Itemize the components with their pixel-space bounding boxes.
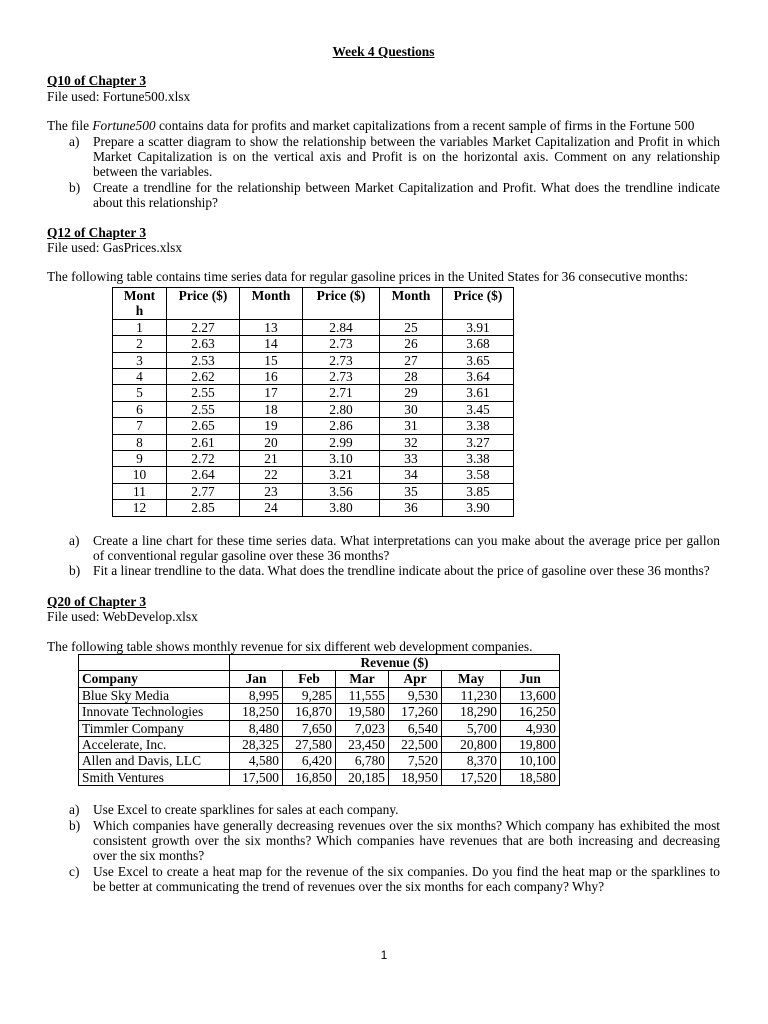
- table-cell: 2.86: [303, 418, 380, 434]
- page-number: 1: [380, 948, 388, 962]
- q10-intro-pre: The file: [47, 118, 93, 134]
- q12-intro: The following table contains time series data for regular gasoline prices in the United States for 36 consecutive months:: [47, 269, 689, 285]
- table-row: [113, 500, 514, 516]
- blank-header-cell: [79, 655, 230, 671]
- table-cell: 23: [240, 483, 303, 499]
- q10-file: File used: Fortune500.xlsx: [47, 88, 191, 104]
- table-cell: 13: [240, 319, 303, 335]
- column-header: Feb: [283, 671, 336, 687]
- q20-file: File used: WebDevelop.xlsx: [47, 609, 198, 625]
- table-cell: 5: [113, 385, 167, 401]
- table-cell: 10: [113, 467, 167, 483]
- table-cell: 12: [113, 500, 167, 516]
- table-row: [79, 687, 560, 703]
- table-cell: 34: [380, 467, 443, 483]
- list-item: [47, 134, 720, 180]
- column-header: Apr: [389, 671, 442, 687]
- revenue-cell: 17,260: [389, 704, 442, 720]
- table-row: [113, 418, 514, 434]
- table-cell: 3.38: [443, 418, 514, 434]
- revenue-cell: 13,600: [501, 687, 560, 703]
- table-cell: 2.53: [167, 352, 240, 368]
- table-cell: 7: [113, 418, 167, 434]
- table-cell: 16: [240, 368, 303, 384]
- q10-section: [47, 73, 720, 210]
- table-cell: 3.91: [443, 319, 514, 335]
- table-cell: 2.71: [303, 385, 380, 401]
- revenue-cell: 19,800: [501, 737, 560, 753]
- company-name-cell: Accelerate, Inc.: [79, 737, 230, 753]
- table-cell: 11: [113, 483, 167, 499]
- column-header: Price ($): [167, 287, 240, 319]
- table-cell: 3.56: [303, 483, 380, 499]
- revenue-cell: 10,100: [501, 753, 560, 769]
- document-page: [47, 44, 720, 895]
- table-cell: 2.73: [303, 352, 380, 368]
- item-marker: b): [69, 817, 81, 833]
- list-item: [47, 180, 720, 211]
- revenue-cell: 18,290: [442, 704, 501, 720]
- q12-heading: Q12 of Chapter 3: [47, 224, 147, 240]
- revenue-cell: 5,700: [442, 720, 501, 736]
- table-cell: 3.10: [303, 450, 380, 466]
- table-cell: 18: [240, 401, 303, 417]
- table-row: [79, 769, 560, 785]
- revenue-cell: 4,580: [230, 753, 283, 769]
- revenue-cell: 9,285: [283, 687, 336, 703]
- q10-heading: Q10 of Chapter 3: [47, 73, 147, 89]
- revenue-cell: 11,230: [442, 687, 501, 703]
- table-cell: 2.63: [167, 336, 240, 352]
- item-text: Which companies have generally decreasing revenues over the six months? Which company has exhibited the most consistent growth over the six months? Which companies have revenues that are both increasing and decreasing over the six months?: [93, 817, 720, 864]
- table-cell: 14: [240, 336, 303, 352]
- table-row: [113, 434, 514, 450]
- item-text: Prepare a scatter diagram to show the relationship between the variables Market Capitalization and Profit in which Market Capitalization is on the vertical axis and Profit is on the horizontal axis. Comment on any relationship between the variables.: [93, 133, 720, 180]
- column-header: Mar: [336, 671, 389, 687]
- table-row: [113, 483, 514, 499]
- table-cell: 3.90: [443, 500, 514, 516]
- table-cell: 3.64: [443, 368, 514, 384]
- table-cell: 2.77: [167, 483, 240, 499]
- table-cell: 2.64: [167, 467, 240, 483]
- revenue-cell: 20,800: [442, 737, 501, 753]
- revenue-cell: 9,530: [389, 687, 442, 703]
- revenue-cell: 8,480: [230, 720, 283, 736]
- table-cell: 2.27: [167, 319, 240, 335]
- revenue-cell: 6,780: [336, 753, 389, 769]
- table-cell: 25: [380, 319, 443, 335]
- item-text: Fit a linear trendline to the data. What does the trendline indicate about the price of gasoline over these 36 months?: [93, 563, 710, 579]
- table-cell: 4: [113, 368, 167, 384]
- table-cell: 30: [380, 401, 443, 417]
- q20-intro: The following table shows monthly revenue for six different web development companies.: [47, 638, 533, 654]
- q20-heading: Q20 of Chapter 3: [47, 593, 147, 609]
- table-cell: 2.73: [303, 368, 380, 384]
- table-header-row: [79, 655, 560, 671]
- q20-items: [47, 802, 720, 894]
- table-cell: 21: [240, 450, 303, 466]
- company-name-cell: Blue Sky Media: [79, 687, 230, 703]
- table-cell: 2: [113, 336, 167, 352]
- table-cell: 3: [113, 352, 167, 368]
- table-cell: 3.85: [443, 483, 514, 499]
- table-cell: 3.21: [303, 467, 380, 483]
- table-header-row: [113, 287, 514, 319]
- gas-prices-table: [112, 287, 514, 517]
- column-header: Company: [79, 671, 230, 687]
- table-cell: 2.55: [167, 401, 240, 417]
- table-cell: 20: [240, 434, 303, 450]
- q10-intro-file-name: Fortune500: [92, 118, 156, 134]
- revenue-cell: 7,650: [283, 720, 336, 736]
- table-cell: 6: [113, 401, 167, 417]
- table-row: [79, 720, 560, 736]
- table-cell: 28: [380, 368, 443, 384]
- table-cell: 15: [240, 352, 303, 368]
- table-cell: 3.45: [443, 401, 514, 417]
- revenue-cell: 16,850: [283, 769, 336, 785]
- company-name-cell: Allen and Davis, LLC: [79, 753, 230, 769]
- item-text: Create a line chart for these time series data. What interpretations can you make about the average price per gallon of conventional regular gasoline over these 36 months?: [93, 532, 720, 563]
- table-row: [113, 467, 514, 483]
- revenue-cell: 27,580: [283, 737, 336, 753]
- q12-items: [47, 533, 720, 579]
- table-cell: 31: [380, 418, 443, 434]
- column-header: Month: [380, 287, 443, 319]
- q10-intro-post: contains data for profits and market capitalizations from a recent sample of firms in the Fortune 500: [155, 118, 695, 134]
- table-cell: 3.80: [303, 500, 380, 516]
- item-text: Use Excel to create a heat map for the revenue of the six companies. Do you find the heat map or the sparklines to be better at communicating the trend of revenues over the six months for each company? Why?: [93, 863, 720, 895]
- item-marker: b): [69, 563, 81, 579]
- table-cell: 27: [380, 352, 443, 368]
- table-cell: 22: [240, 467, 303, 483]
- table-row: [113, 450, 514, 466]
- company-name-cell: Timmler Company: [79, 720, 230, 736]
- table-row: [113, 401, 514, 417]
- item-text: Use Excel to create sparklines for sales at each company.: [93, 802, 399, 818]
- table-cell: 24: [240, 500, 303, 516]
- column-header: Price ($): [443, 287, 514, 319]
- revenue-cell: 7,520: [389, 753, 442, 769]
- q12-section: [47, 225, 720, 579]
- table-row: [79, 704, 560, 720]
- table-cell: 3.65: [443, 352, 514, 368]
- table-cell: 2.72: [167, 450, 240, 466]
- table-cell: 32: [380, 434, 443, 450]
- revenue-cell: 4,930: [501, 720, 560, 736]
- item-marker: c): [69, 863, 80, 879]
- table-cell: 2.99: [303, 434, 380, 450]
- revenue-cell: 18,580: [501, 769, 560, 785]
- table-row: [113, 352, 514, 368]
- company-name-cell: Smith Ventures: [79, 769, 230, 785]
- table-cell: 9: [113, 450, 167, 466]
- table-cell: 2.84: [303, 319, 380, 335]
- list-item: [47, 818, 720, 864]
- revenue-cell: 7,023: [336, 720, 389, 736]
- revenue-cell: 16,870: [283, 704, 336, 720]
- revenue-cell: 16,250: [501, 704, 560, 720]
- table-row: [79, 737, 560, 753]
- revenue-group-header: Revenue ($): [230, 655, 560, 671]
- q20-section: [47, 594, 720, 895]
- revenue-cell: 8,995: [230, 687, 283, 703]
- list-item: [47, 864, 720, 895]
- table-cell: 2.85: [167, 500, 240, 516]
- column-header: Month: [240, 287, 303, 319]
- table-header-row: [79, 671, 560, 687]
- table-cell: 2.73: [303, 336, 380, 352]
- revenue-cell: 6,540: [389, 720, 442, 736]
- revenue-cell: 22,500: [389, 737, 442, 753]
- table-row: [113, 336, 514, 352]
- list-item: [47, 563, 720, 578]
- q10-intro: [47, 118, 720, 133]
- list-item: [47, 802, 720, 817]
- table-cell: 8: [113, 434, 167, 450]
- table-cell: 2.80: [303, 401, 380, 417]
- column-header: Price ($): [303, 287, 380, 319]
- item-marker: b): [69, 179, 81, 195]
- q10-items: [47, 134, 720, 211]
- table-cell: 36: [380, 500, 443, 516]
- column-header: May: [442, 671, 501, 687]
- column-header: Jan: [230, 671, 283, 687]
- column-header: Jun: [501, 671, 560, 687]
- table-cell: 3.58: [443, 467, 514, 483]
- revenue-cell: 8,370: [442, 753, 501, 769]
- table-cell: 3.38: [443, 450, 514, 466]
- table-cell: 2.55: [167, 385, 240, 401]
- revenue-cell: 28,325: [230, 737, 283, 753]
- revenue-cell: 19,580: [336, 704, 389, 720]
- table-cell: 35: [380, 483, 443, 499]
- table-cell: 2.62: [167, 368, 240, 384]
- revenue-cell: 18,250: [230, 704, 283, 720]
- table-cell: 2.61: [167, 434, 240, 450]
- q12-file: File used: GasPrices.xlsx: [47, 240, 183, 256]
- revenue-cell: 17,520: [442, 769, 501, 785]
- revenue-cell: 20,185: [336, 769, 389, 785]
- revenue-cell: 11,555: [336, 687, 389, 703]
- item-marker: a): [69, 133, 80, 149]
- table-cell: 17: [240, 385, 303, 401]
- table-cell: 2.65: [167, 418, 240, 434]
- table-cell: 3.27: [443, 434, 514, 450]
- revenue-cell: 23,450: [336, 737, 389, 753]
- table-cell: 3.68: [443, 336, 514, 352]
- revenue-cell: 6,420: [283, 753, 336, 769]
- revenue-table: [78, 654, 560, 786]
- item-marker: a): [69, 802, 80, 818]
- table-cell: 26: [380, 336, 443, 352]
- company-name-cell: Innovate Technologies: [79, 704, 230, 720]
- table-row: [113, 319, 514, 335]
- table-cell: 3.61: [443, 385, 514, 401]
- table-cell: 29: [380, 385, 443, 401]
- revenue-cell: 18,950: [389, 769, 442, 785]
- table-row: [113, 368, 514, 384]
- list-item: [47, 533, 720, 564]
- table-cell: 19: [240, 418, 303, 434]
- revenue-cell: 17,500: [230, 769, 283, 785]
- table-row: [79, 753, 560, 769]
- table-cell: 1: [113, 319, 167, 335]
- table-row: [113, 385, 514, 401]
- table-cell: 33: [380, 450, 443, 466]
- column-header: Month: [113, 287, 167, 319]
- page-title: Week 4 Questions: [332, 44, 435, 59]
- item-marker: a): [69, 532, 80, 548]
- item-text: Create a trendline for the relationship between Market Capitalization and Profit. What does the trendline indicate about this relationship?: [93, 179, 720, 211]
